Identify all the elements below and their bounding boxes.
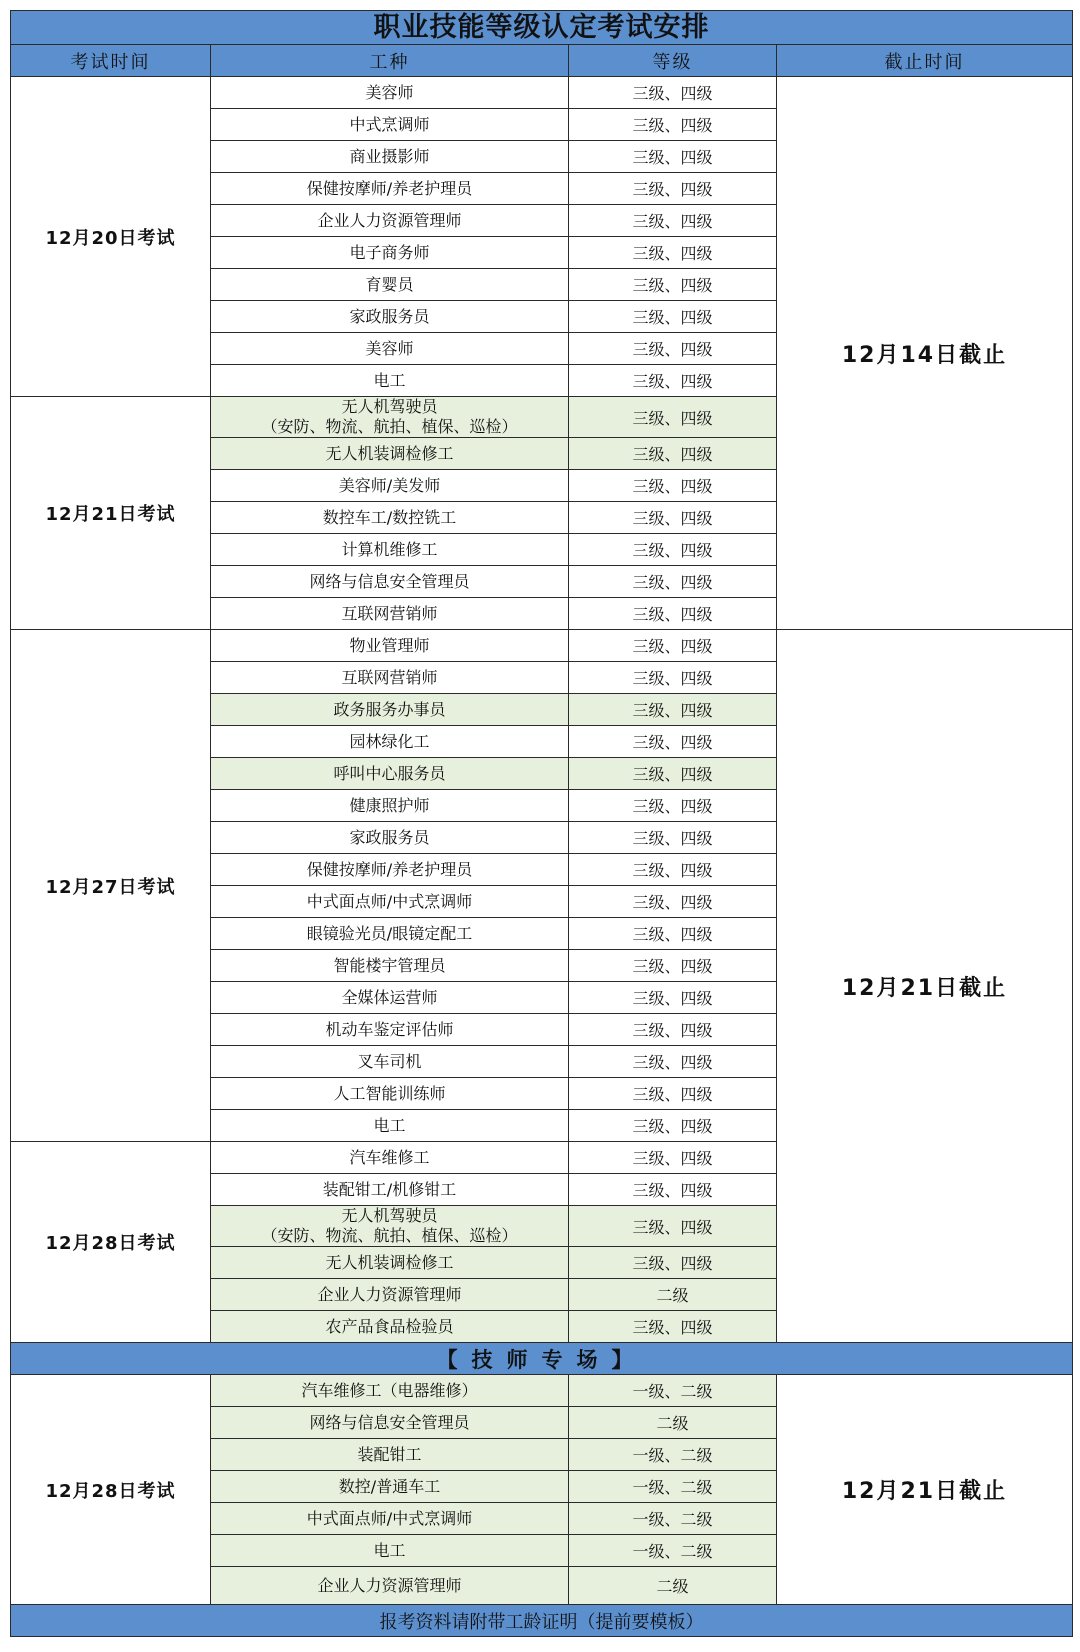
job-name: 电子商务师 — [349, 242, 430, 262]
job-name: 汽车维修工 — [349, 1147, 430, 1167]
job-cell — [211, 1503, 569, 1535]
job-cell — [211, 1567, 569, 1605]
job-name-detail: （安防、物流、航拍、植保、巡检） — [261, 417, 518, 436]
level-cell: 三级、四级 — [569, 1110, 777, 1142]
footer-note: 报考资料请附带工龄证明（提前要模板） — [11, 1605, 1073, 1637]
level-cell: 二级 — [569, 1279, 777, 1311]
table-row — [11, 77, 1073, 109]
level-cell: 三级、四级 — [569, 566, 777, 598]
level-cell: 三级、四级 — [569, 77, 777, 109]
schedule-sheet — [10, 10, 1072, 1637]
job-cell — [211, 1471, 569, 1503]
job-cell — [211, 1142, 569, 1174]
job-cell — [211, 886, 569, 918]
job-cell — [211, 205, 569, 237]
level-cell: 三级、四级 — [569, 141, 777, 173]
level-cell: 三级、四级 — [569, 758, 777, 790]
section-title: 【技师专场】 — [11, 1343, 1073, 1375]
level-cell: 一级、二级 — [569, 1439, 777, 1471]
level-cell: 三级、四级 — [569, 950, 777, 982]
level-cell: 一级、二级 — [569, 1503, 777, 1535]
job-cell — [211, 77, 569, 109]
header-exam-time: 考试时间 — [11, 45, 211, 77]
job-name: 家政服务员 — [349, 306, 430, 326]
job-cell — [211, 1407, 569, 1439]
job-name: 互联网营销师 — [341, 603, 438, 623]
job-cell — [211, 141, 569, 173]
job-cell — [211, 630, 569, 662]
job-name: 保健按摩师/养老护理员 — [306, 178, 473, 198]
job-cell — [211, 1247, 569, 1279]
job-cell — [211, 566, 569, 598]
level-cell: 一级、二级 — [569, 1471, 777, 1503]
level-cell: 三级、四级 — [569, 438, 777, 470]
level-cell: 三级、四级 — [569, 1247, 777, 1279]
job-name: 汽车维修工（电器维修） — [301, 1380, 478, 1400]
job-name: 美容师 — [365, 82, 414, 102]
job-name: 呼叫中心服务员 — [333, 763, 446, 783]
job-cell — [211, 1174, 569, 1206]
level-cell: 三级、四级 — [569, 534, 777, 566]
deadline-cell: 12月21日截止 — [777, 1375, 1073, 1605]
job-cell — [211, 301, 569, 333]
job-name: 企业人力资源管理师 — [317, 210, 462, 230]
level-cell: 三级、四级 — [569, 822, 777, 854]
job-name: 眼镜验光员/眼镜定配工 — [306, 923, 473, 943]
job-name-detail: （安防、物流、航拍、植保、巡检） — [261, 1226, 518, 1245]
level-cell: 三级、四级 — [569, 109, 777, 141]
job-name: 计算机维修工 — [341, 539, 438, 559]
job-cell — [211, 333, 569, 365]
job-name: 网络与信息安全管理员 — [309, 571, 470, 591]
job-cell — [211, 470, 569, 502]
level-cell: 三级、四级 — [569, 237, 777, 269]
job-cell — [211, 534, 569, 566]
job-name: 企业人力资源管理师 — [317, 1575, 462, 1595]
job-name: 美容师 — [365, 338, 414, 358]
level-cell: 三级、四级 — [569, 1014, 777, 1046]
deadline-cell: 12月21日截止 — [777, 630, 1073, 1343]
level-cell: 三级、四级 — [569, 854, 777, 886]
job-name: 中式面点师/中式烹调师 — [306, 891, 473, 911]
job-cell — [211, 237, 569, 269]
job-name: 装配钳工/机修钳工 — [322, 1179, 457, 1199]
job-cell — [211, 598, 569, 630]
job-name: 无人机装调检修工 — [325, 443, 454, 463]
level-cell: 三级、四级 — [569, 470, 777, 502]
job-name: 互联网营销师 — [341, 667, 438, 687]
job-name: 叉车司机 — [357, 1051, 422, 1071]
level-cell: 三级、四级 — [569, 205, 777, 237]
exam-date-cell: 12月20日考试 — [11, 77, 211, 397]
level-cell: 三级、四级 — [569, 1174, 777, 1206]
job-name: 物业管理师 — [349, 635, 430, 655]
level-cell: 三级、四级 — [569, 886, 777, 918]
deadline-cell: 12月14日截止 — [777, 77, 1073, 630]
level-cell: 二级 — [569, 1407, 777, 1439]
job-cell — [211, 1046, 569, 1078]
job-name: 商业摄影师 — [349, 146, 430, 166]
level-cell: 三级、四级 — [569, 333, 777, 365]
job-name: 数控/普通车工 — [338, 1476, 441, 1496]
schedule-table — [10, 10, 1073, 1637]
level-cell: 三级、四级 — [569, 301, 777, 333]
job-name: 人工智能训练师 — [333, 1083, 446, 1103]
job-cell — [211, 1535, 569, 1567]
level-cell: 三级、四级 — [569, 982, 777, 1014]
level-cell: 三级、四级 — [569, 630, 777, 662]
job-name: 网络与信息安全管理员 — [309, 1412, 470, 1432]
level-cell: 三级、四级 — [569, 1046, 777, 1078]
job-cell — [211, 173, 569, 205]
job-name: 中式面点师/中式烹调师 — [306, 1508, 473, 1528]
job-name: 农产品食品检验员 — [325, 1316, 454, 1336]
job-name: 机动车鉴定评估师 — [325, 1019, 454, 1039]
job-cell — [211, 758, 569, 790]
level-cell: 三级、四级 — [569, 598, 777, 630]
level-cell: 三级、四级 — [569, 1142, 777, 1174]
job-cell — [211, 1279, 569, 1311]
job-cell — [211, 365, 569, 397]
table-row — [11, 630, 1073, 662]
job-cell — [211, 950, 569, 982]
level-cell: 一级、二级 — [569, 1535, 777, 1567]
job-name: 电工 — [373, 1540, 406, 1560]
job-name: 智能楼宇管理员 — [333, 955, 446, 975]
exam-date-cell: 12月21日考试 — [11, 397, 211, 630]
job-name: 保健按摩师/养老护理员 — [306, 859, 473, 879]
job-cell — [211, 982, 569, 1014]
job-cell — [211, 438, 569, 470]
job-name: 园林绿化工 — [349, 731, 430, 751]
job-cell — [211, 662, 569, 694]
level-cell: 三级、四级 — [569, 365, 777, 397]
job-cell — [211, 269, 569, 301]
level-cell: 三级、四级 — [569, 502, 777, 534]
job-name: 无人机装调检修工 — [325, 1252, 454, 1272]
job-name: 健康照护师 — [349, 795, 430, 815]
job-cell — [211, 1078, 569, 1110]
job-name: 装配钳工 — [357, 1444, 422, 1464]
level-cell: 三级、四级 — [569, 1311, 777, 1343]
job-name: 美容师/美发师 — [338, 475, 441, 495]
level-cell: 三级、四级 — [569, 1206, 777, 1247]
job-cell — [211, 694, 569, 726]
header-level: 等级 — [569, 45, 777, 77]
job-name: 家政服务员 — [349, 827, 430, 847]
job-name: 电工 — [373, 1115, 406, 1135]
job-cell — [211, 854, 569, 886]
level-cell: 三级、四级 — [569, 269, 777, 301]
job-name: 数控车工/数控铣工 — [322, 507, 457, 527]
level-cell: 一级、二级 — [569, 1375, 777, 1407]
level-cell: 二级 — [569, 1567, 777, 1605]
section-header-row — [11, 1343, 1073, 1375]
level-cell: 三级、四级 — [569, 173, 777, 205]
table-row — [11, 1375, 1073, 1407]
job-name: 政务服务办事员 — [333, 699, 446, 719]
job-cell — [211, 1206, 569, 1247]
job-cell — [211, 726, 569, 758]
level-cell: 三级、四级 — [569, 397, 777, 438]
exam-date-cell: 12月28日考试 — [11, 1142, 211, 1343]
job-name: 企业人力资源管理师 — [317, 1284, 462, 1304]
job-name: 全媒体运营师 — [341, 987, 438, 1007]
level-cell: 三级、四级 — [569, 694, 777, 726]
job-cell — [211, 502, 569, 534]
job-cell — [211, 1110, 569, 1142]
job-name: 电工 — [373, 370, 406, 390]
job-cell — [211, 822, 569, 854]
exam-date-cell: 12月27日考试 — [11, 630, 211, 1142]
job-name: 无人机驾驶员 — [341, 397, 438, 416]
job-cell — [211, 918, 569, 950]
job-cell — [211, 1375, 569, 1407]
job-name: 中式烹调师 — [349, 114, 430, 134]
level-cell: 三级、四级 — [569, 918, 777, 950]
job-cell — [211, 397, 569, 438]
job-cell — [211, 109, 569, 141]
header-deadline: 截止时间 — [777, 45, 1073, 77]
job-cell — [211, 1014, 569, 1046]
job-name: 无人机驾驶员 — [341, 1206, 438, 1225]
job-cell — [211, 1311, 569, 1343]
level-cell: 三级、四级 — [569, 662, 777, 694]
exam-date-cell: 12月28日考试 — [11, 1375, 211, 1605]
footer-row — [11, 1605, 1073, 1637]
job-cell — [211, 790, 569, 822]
level-cell: 三级、四级 — [569, 790, 777, 822]
header-job: 工种 — [211, 45, 569, 77]
level-cell: 三级、四级 — [569, 1078, 777, 1110]
job-cell — [211, 1439, 569, 1471]
page-title: 职业技能等级认定考试安排 — [11, 11, 1073, 45]
job-name: 育婴员 — [365, 274, 414, 294]
level-cell: 三级、四级 — [569, 726, 777, 758]
